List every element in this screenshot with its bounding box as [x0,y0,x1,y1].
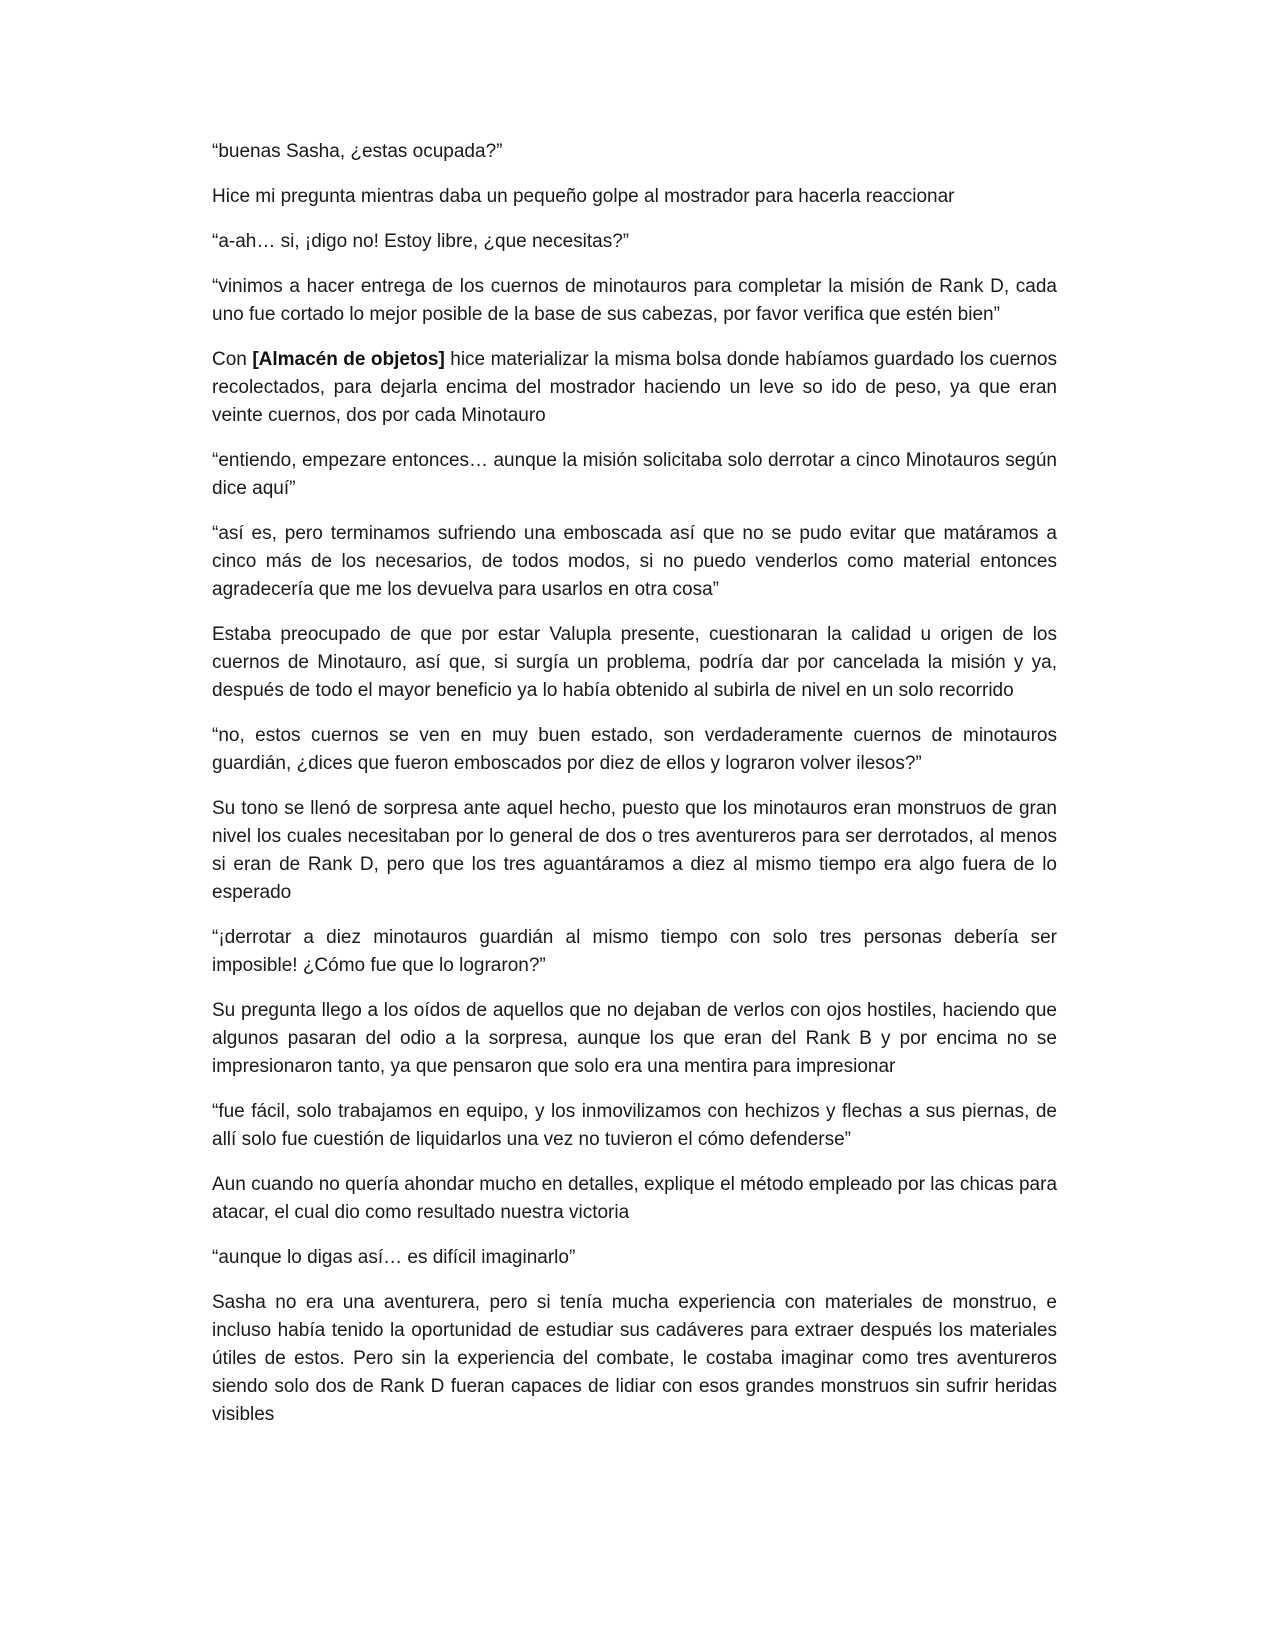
paragraph-16 [212,1289,1057,1429]
paragraph-6 [212,447,1057,503]
text-run: “fue fácil, solo trabajamos en equipo, y los inmovilizamos con hechizos y flechas a sus piernas, de allí solo fue cuestión de liquidarlos una vez no tuvieron el cómo defenderse” [212,1101,1057,1150]
text-run: Con [212,349,253,370]
text-run: “vinimos a hacer entrega de los cuernos de minotauros para completar la misión de Rank D, cada uno fue cortado lo mejor posible de la base de sus cabezas, por favor verifica que estén bien” [212,276,1057,325]
text-run: “aunque lo digas así… es difícil imaginarlo” [212,1247,576,1268]
paragraph-8 [212,621,1057,705]
text-run: Su pregunta llego a los oídos de aquellos que no dejaban de verlos con ojos hostiles, haciendo que algunos pasaran del odio a la sorpresa, aunque los que eran del Rank B y por encima no se impresionaron tanto, ya que pensaron que solo era una mentira para impresionar [212,1000,1057,1077]
text-run: Aun cuando no quería ahondar mucho en detalles, explique el método empleado por las chicas para atacar, el cual dio como resultado nuestra victoria [212,1174,1058,1223]
paragraph-11 [212,924,1057,980]
text-run: “buenas Sasha, ¿estas ocupada?” [212,141,503,162]
text-run: “así es, pero terminamos sufriendo una emboscada así que no se pudo evitar que matáramos a cinco más de los necesarios, de todos modos, si no puedo venderlos como material entonces agradecería que me los devuelva para usarlos en otra cosa” [212,523,1057,600]
paragraph-12 [212,997,1057,1081]
text-run: “entiendo, empezare entonces… aunque la misión solicitaba solo derrotar a cinco Minotauros según dice aquí” [212,450,1057,499]
paragraph-7 [212,520,1057,604]
text-run: Hice mi pregunta mientras daba un pequeño golpe al mostrador para hacerla reaccionar [212,186,955,207]
text-content [212,138,1057,1446]
text-run: Su tono se llenó de sorpresa ante aquel hecho, puesto que los minotauros eran monstruos de gran nivel los cuales necesitaban por lo general de dos o tres aventureros para ser derrotados, al menos si eran de Rank D, pero que los tres aguantáramos a diez al mismo tiempo era algo fuera de lo esperado [212,798,1057,903]
paragraph-5 [212,346,1057,430]
text-run: “a-ah… si, ¡digo no! Estoy libre, ¿que necesitas?” [212,231,630,252]
paragraph-10 [212,795,1057,907]
skill-name-bold: [Almacén de objetos] [252,349,445,370]
text-run: Estaba preocupado de que por estar Valupla presente, cuestionaran la calidad u origen de los cuernos de Minotauro, así que, si surgía un problema, podría dar por cancelada la misión y ya, después de todo el mayor beneficio ya lo había obtenido al subirla de nivel en un solo recorrido [212,624,1057,701]
paragraph-14 [212,1171,1057,1227]
text-run: Sasha no era una aventurera, pero si tenía mucha experiencia con materiales de monstruo, e incluso había tenido la oportunidad de estudiar sus cadáveres para extraer después los materiales útiles de estos. Pero sin la experiencia del combate, le costaba imaginar como tres aventureros siendo solo dos de Rank D fueran capaces de lidiar con esos grandes monstruos sin sufrir heridas visibles [212,1292,1057,1425]
text-run: hice materializar la misma bolsa donde habíamos guardado los cuernos recolectados, para dejarla encima del mostrador haciendo un leve so ido de peso, ya que eran veinte cuernos, dos por cada Minotauro [212,349,1057,426]
paragraph-13 [212,1098,1057,1154]
paragraph-9 [212,722,1057,778]
paragraph-4 [212,273,1057,329]
paragraph-1 [212,138,1057,166]
paragraph-2 [212,183,1057,211]
text-run: “no, estos cuernos se ven en muy buen estado, son verdaderamente cuernos de minotauros guardián, ¿dices que fueron emboscados por diez de ellos y lograron volver ilesos?” [212,725,1057,774]
text-run: “¡derrotar a diez minotauros guardián al mismo tiempo con solo tres personas debería ser imposible! ¿Cómo fue que lo lograron?” [212,927,1057,976]
paragraph-15 [212,1244,1057,1272]
paragraph-3 [212,228,1057,256]
